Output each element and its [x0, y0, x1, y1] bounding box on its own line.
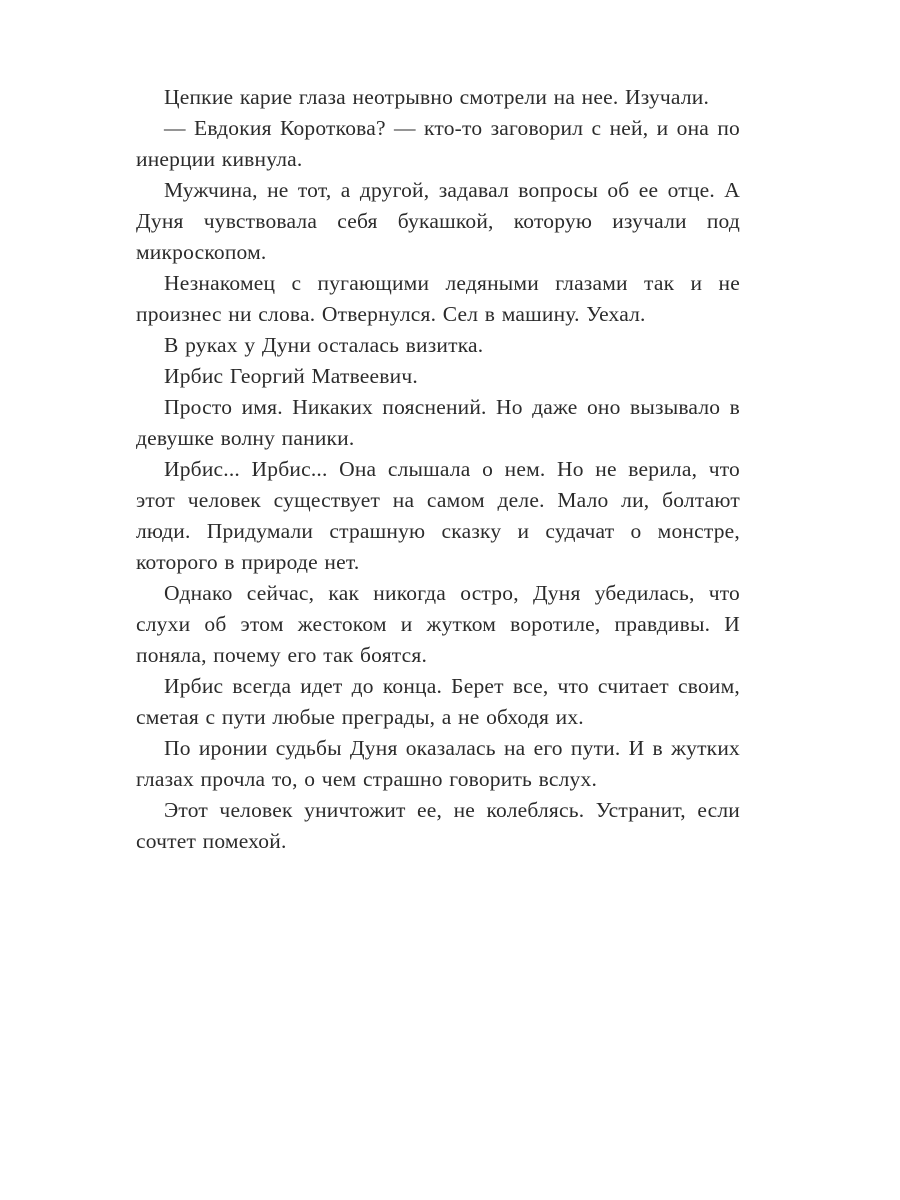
paragraph: Ирбис Георгий Матвеевич.: [164, 364, 418, 388]
paragraph: Ирбис всегда идет до конца. Берет все, что считает своим, сметая с пути любые преграды, а не обходя их.: [136, 674, 740, 729]
paragraph: Мужчина, не тот, а другой, задавал вопросы об ее отце. А Дуня чувствовала себя букашкой, которую изучали под микроскопом.: [136, 178, 740, 264]
paragraph: Ирбис... Ирбис... Она слышала о нем. Но не верила, что этот человек существует на самом деле. Мало ли, болтают люди. Придумали страшную сказку и судачат о монстре, которого в природе нет.: [136, 457, 740, 574]
paragraph: — Евдокия Короткова? — кто-то заговорил с ней, и она по инерции кивнула.: [136, 116, 740, 171]
paragraph: Просто имя. Никаких пояснений. Но даже оно вызывало в девушке волну паники.: [136, 395, 740, 450]
paragraph: Однако сейчас, как никогда остро, Дуня убедилась, что слухи об этом жестоком и жутком воротиле, правдивы. И поняла, почему его так боятся.: [136, 581, 740, 667]
paragraph: В руках у Дуни осталась визитка.: [164, 333, 484, 357]
paragraph: Незнакомец с пугающими ледяными глазами так и не произнес ни слова. Отвернулся. Сел в машину. Уехал.: [136, 271, 740, 326]
paragraph: Этот человек уничтожит ее, не колеблясь. Устранит, если сочтет помехой.: [136, 798, 740, 853]
paragraph: Цепкие карие глаза неотрывно смотрели на нее. Изучали.: [164, 85, 710, 109]
paragraph: По иронии судьбы Дуня оказалась на его пути. И в жутких глазах прочла то, о чем страшно говорить вслух.: [136, 736, 740, 791]
text-block: [136, 82, 740, 857]
